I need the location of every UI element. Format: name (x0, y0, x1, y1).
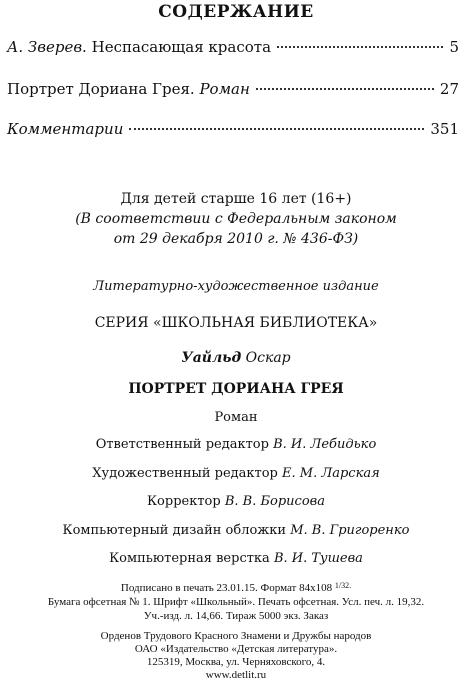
author-first-name: Оскар (245, 350, 291, 366)
toc-entry-title: Портрет Дориана Грея. (7, 80, 195, 98)
print-info-line: Бумага офсетная № 1. Шрифт «Школьный». Печать офсетная. Усл. печ. л. 19,32. (47, 596, 425, 608)
toc-dot-leader (277, 46, 443, 48)
toc-entry-genre: Роман (199, 80, 250, 98)
credit-line (0, 437, 472, 452)
age-rating-law-date: от 29 декабря 2010 г. № 436-ФЗ) (113, 231, 359, 247)
contents-heading: СОДЕРЖАНИЕ (158, 2, 314, 22)
publisher-website: www.detlit.ru (205, 669, 267, 681)
credit-role: Ответственный редактор (95, 437, 269, 452)
publisher-line: Орденов Трудового Красного Знамени и Дружбы народов (100, 630, 372, 642)
author-surname: Уайльд (181, 350, 242, 366)
print-info-line: Уч.-изд. л. 14,66. Тираж 5000 экз. Заказ (143, 610, 329, 622)
credit-role: Художественный редактор (92, 466, 278, 481)
credit-role: Корректор (147, 494, 221, 509)
toc-page-number: 5 (449, 38, 459, 56)
credit-name: В. И. Тушева (273, 551, 363, 566)
age-rating-law-line: (В соответствии с Федеральным законом (75, 211, 397, 227)
edition-type: Литературно-художественное издание (93, 279, 379, 294)
credit-line (0, 494, 472, 509)
publisher-address: 125319, Москва, ул. Черняховского, 4. (146, 656, 326, 668)
book-genre: Роман (214, 410, 258, 425)
credit-role: Компьютерная верстка (109, 551, 270, 566)
credit-name: В. И. Лебидько (273, 437, 377, 452)
book-author (0, 350, 472, 366)
toc-entry-novel (7, 80, 459, 98)
toc-entry-author: А. Зверев. (7, 38, 87, 56)
credit-name: М. В. Григоренко (290, 523, 410, 538)
credit-line (0, 466, 472, 481)
credit-line (0, 551, 472, 566)
toc-entry-title: Неспасающая красота (91, 38, 272, 56)
series-name: СЕРИЯ «ШКОЛЬНАЯ БИБЛИОТЕКА» (94, 315, 378, 331)
toc-page-number: 27 (439, 80, 459, 98)
toc-entry-introduction (7, 38, 459, 56)
toc-entry-commentary (7, 120, 459, 138)
toc-dot-leader (129, 128, 424, 130)
credit-name: В. В. Борисова (224, 494, 325, 509)
print-info-format-fraction: 1/32. (334, 581, 352, 590)
toc-entry-title: Комментарии (7, 120, 124, 138)
print-info-line (0, 582, 472, 594)
age-rating-line: Для детей старше 16 лет (16+) (120, 191, 352, 207)
book-title: ПОРТРЕТ ДОРИАНА ГРЕЯ (128, 381, 344, 397)
credit-name: Е. М. Ларская (282, 466, 380, 481)
publisher-name: ОАО «Издательство «Детская литература». (134, 643, 338, 655)
credit-role: Компьютерный дизайн обложки (62, 523, 287, 538)
print-info-format: Подписано в печать 23.01.15. Формат 84х108 (120, 582, 333, 594)
toc-dot-leader (256, 88, 434, 90)
credit-line (0, 523, 472, 538)
toc-page-number: 351 (430, 120, 459, 138)
